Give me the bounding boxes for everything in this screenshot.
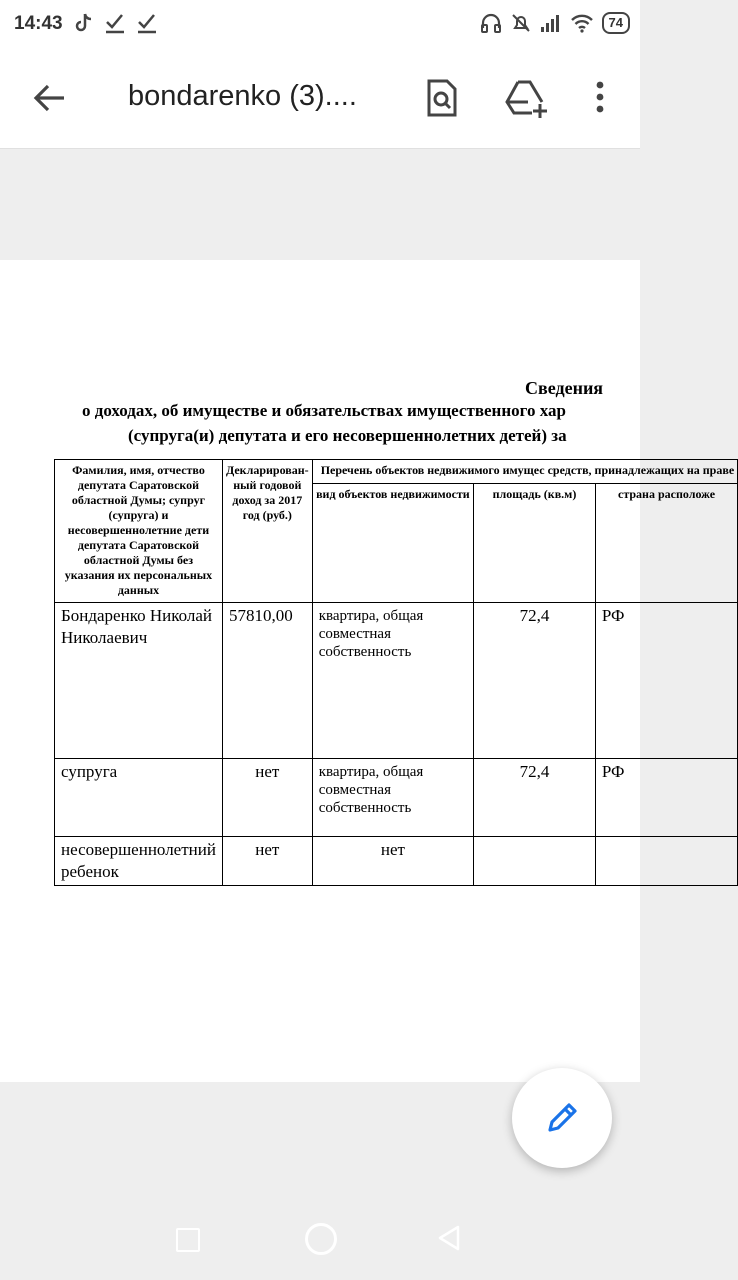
row-area (474, 837, 596, 886)
mute-icon (510, 12, 532, 34)
row-country: РФ (595, 603, 737, 759)
table-row (55, 837, 738, 886)
home-button[interactable] (305, 1223, 337, 1255)
search-doc-icon (420, 76, 464, 120)
battery-indicator: 74 (602, 12, 630, 34)
check-icon (136, 12, 158, 34)
document-subheading-2: (супруга(и) депутата и его несовершеннолетних детей) за (128, 426, 567, 445)
edit-fab-button[interactable] (512, 1068, 612, 1168)
back-arrow-icon (26, 74, 74, 122)
row-income: нет (222, 759, 312, 837)
document-subheading: о доходах, об имуществе и обязательствах имущественного хар (82, 401, 566, 420)
document-page[interactable] (0, 260, 735, 1082)
row-area: 72,4 (474, 759, 596, 837)
signal-icon (540, 13, 562, 33)
more-options-button[interactable] (580, 76, 620, 120)
find-in-document-button[interactable] (420, 76, 464, 120)
row-income: нет (222, 837, 312, 886)
header-property-group: Перечень объектов недвижимого имущес средств, принадлежащих на праве (312, 460, 737, 484)
row-area: 72,4 (474, 603, 596, 759)
back-button[interactable] (26, 74, 74, 122)
notification-icons (74, 12, 158, 34)
header-property-type: вид объектов недвижимости (312, 484, 473, 603)
row-name: супруга (55, 759, 223, 837)
check-icon (104, 12, 126, 34)
row-country (595, 837, 737, 886)
table-row (55, 603, 738, 759)
tiktok-icon (74, 12, 94, 34)
row-country: РФ (595, 759, 737, 837)
document-title: bondarenko (3).... (128, 80, 357, 112)
header-area: площадь (кв.м) (474, 484, 596, 603)
header-country: страна расположе (595, 484, 737, 603)
recent-apps-button[interactable] (176, 1228, 200, 1252)
system-icons (480, 12, 630, 34)
row-name: несовершеннолетний ребенок (55, 837, 223, 886)
status-time: 14:43 (14, 13, 63, 34)
table-row (55, 759, 738, 837)
add-to-drive-button[interactable] (504, 76, 548, 120)
row-property: квартира, общая совместная собственность (312, 759, 473, 837)
row-property: квартира, общая совместная собственность (312, 603, 473, 759)
page-gap (0, 149, 640, 259)
declaration-table (54, 459, 738, 886)
row-property: нет (312, 837, 473, 886)
header-name: Фамилия, имя, отчество депутата Саратовской областной Думы; супруг (супруга) и несовершеннолетние дети депутата Саратовской областной Думы без указания их персональных данных (55, 460, 223, 603)
status-bar (0, 0, 640, 50)
add-to-drive-icon (504, 76, 550, 120)
app-bar (0, 50, 640, 149)
triangle-back-icon (436, 1224, 462, 1252)
row-name: Бондаренко Николай Николаевич (55, 603, 223, 759)
more-vert-icon (580, 76, 620, 120)
row-income: 57810,00 (222, 603, 312, 759)
document-heading: Сведения (525, 378, 604, 398)
header-income: Декларирован-ный годовой доход за 2017 год (руб.) (222, 460, 312, 603)
headphones-icon (480, 12, 502, 34)
pencil-icon (542, 1098, 582, 1138)
nav-back-button[interactable] (436, 1224, 462, 1256)
wifi-icon (570, 13, 594, 33)
